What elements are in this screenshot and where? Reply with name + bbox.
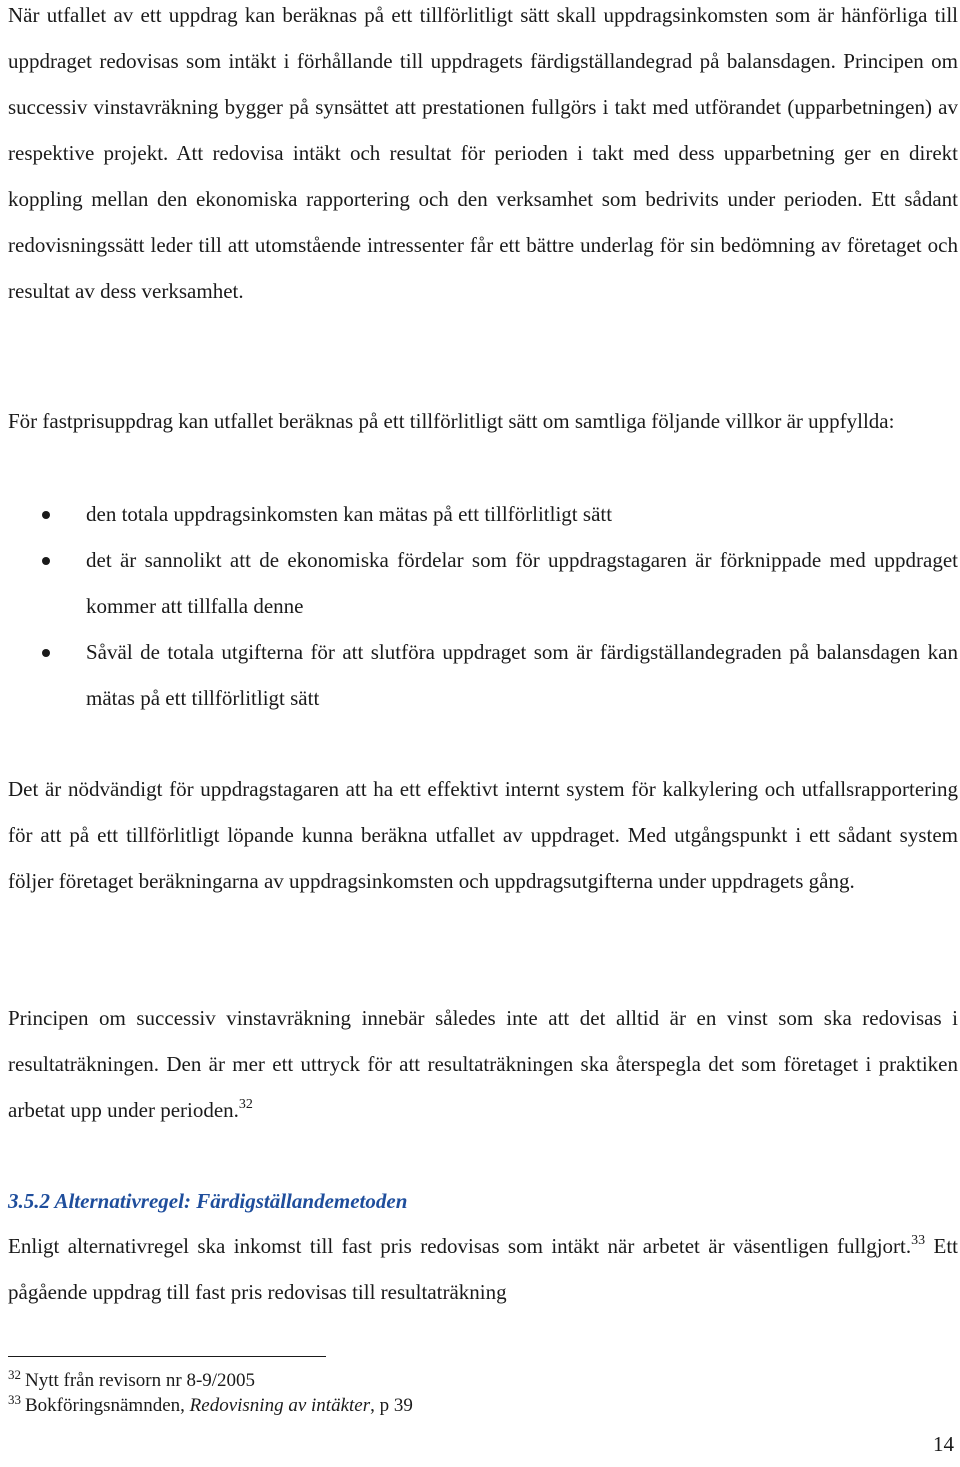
footnote-text: Nytt från revisorn nr 8-9/2005 — [25, 1370, 256, 1391]
list-item: det är sannolikt att de ekonomiska fördelar som för uppdragstagaren är förknippade med uppdraget kommer att tillfalla denne — [0, 537, 958, 629]
footnote-ref-33[interactable]: 33 — [911, 1233, 926, 1248]
footnote-number: 32 — [8, 1367, 21, 1382]
page-number: 14 — [933, 1432, 954, 1456]
list-item: Såväl de totala utgifterna för att slutföra uppdraget som är färdigställandegraden på balansdagen kan mätas på ett tillförlitligt sätt — [0, 629, 958, 721]
paragraph-text: Enligt alternativregel ska inkomst till fast pris redovisas som intäkt när arbetet är väsentligen fullgjort. — [8, 1234, 912, 1258]
paragraph-alternative-rule — [8, 1223, 958, 1315]
footnote-source-title: Redovisning av intäkter — [189, 1395, 371, 1416]
footnote-text-after: , p 39 — [370, 1395, 413, 1416]
section-heading: 3.5.2 Alternativregel: Färdigställandemetoden — [8, 1189, 408, 1213]
footnotes — [8, 1368, 908, 1418]
footnote-ref-32[interactable]: 32 — [238, 1097, 253, 1112]
footnote-number: 33 — [8, 1392, 21, 1407]
footnote-text: Bokföringsnämnden, — [25, 1395, 190, 1416]
paragraph-successive-profit-recognition: När utfallet av ett uppdrag kan beräknas på ett tillförlitligt sätt skall uppdragsinkomsten som är hänförliga till uppdraget redovisas som intäkt i förhållande till uppdragets färdigställandegrad på balansdagen. Principen om successiv vinstavräkning bygger på synsättet att prestationen fullgörs i takt med utförandet (upparbetningen) av respektive projekt. Att redovisa intäkt och resultat för perioden i takt med dess upparbetning ger en direkt koppling mellan den ekonomiska rapportering och den verksamhet som bedrivits under perioden. Ett sådant redovisningssätt leder till att utomstående intressenter får ett bättre underlag för sin bedömning av företaget och resultat av dess verksamhet. — [8, 3, 958, 303]
footnote-divider — [8, 1356, 326, 1357]
paragraph-text: Principen om successiv vinstavräkning innebär således inte att det alltid är en vinst som ska redovisas i resultaträkningen. Den är mer ett uttryck för att resultaträkningen ska återspegla det som företaget i praktiken arbetat upp under perioden. — [8, 1006, 958, 1122]
paragraph-fixed-price-conditions: För fastprisuppdrag kan utfallet beräknas på ett tillförlitligt sätt om samtliga följande villkor är uppfyllda: — [8, 409, 895, 433]
paragraph-principle-meaning — [8, 995, 958, 1133]
conditions-list — [0, 491, 958, 721]
list-item: den totala uppdragsinkomsten kan mätas på ett tillförlitligt sätt — [0, 491, 958, 537]
footnote-32 — [8, 1368, 908, 1393]
paragraph-text-continued: Ett pågående uppdrag till fast pris redovisas till resultaträkning — [8, 1234, 959, 1304]
footnote-33 — [8, 1393, 908, 1418]
paragraph-internal-system: Det är nödvändigt för uppdragstagaren att ha ett effektivt internt system för kalkylering och utfallsrapportering för att på ett tillförlitligt löpande kunna beräkna utfallet av uppdraget. Med utgångspunkt i ett sådant system följer företaget beräkningarna av uppdragsinkomsten och uppdragsutgifterna under uppdragets gång. — [8, 777, 958, 893]
